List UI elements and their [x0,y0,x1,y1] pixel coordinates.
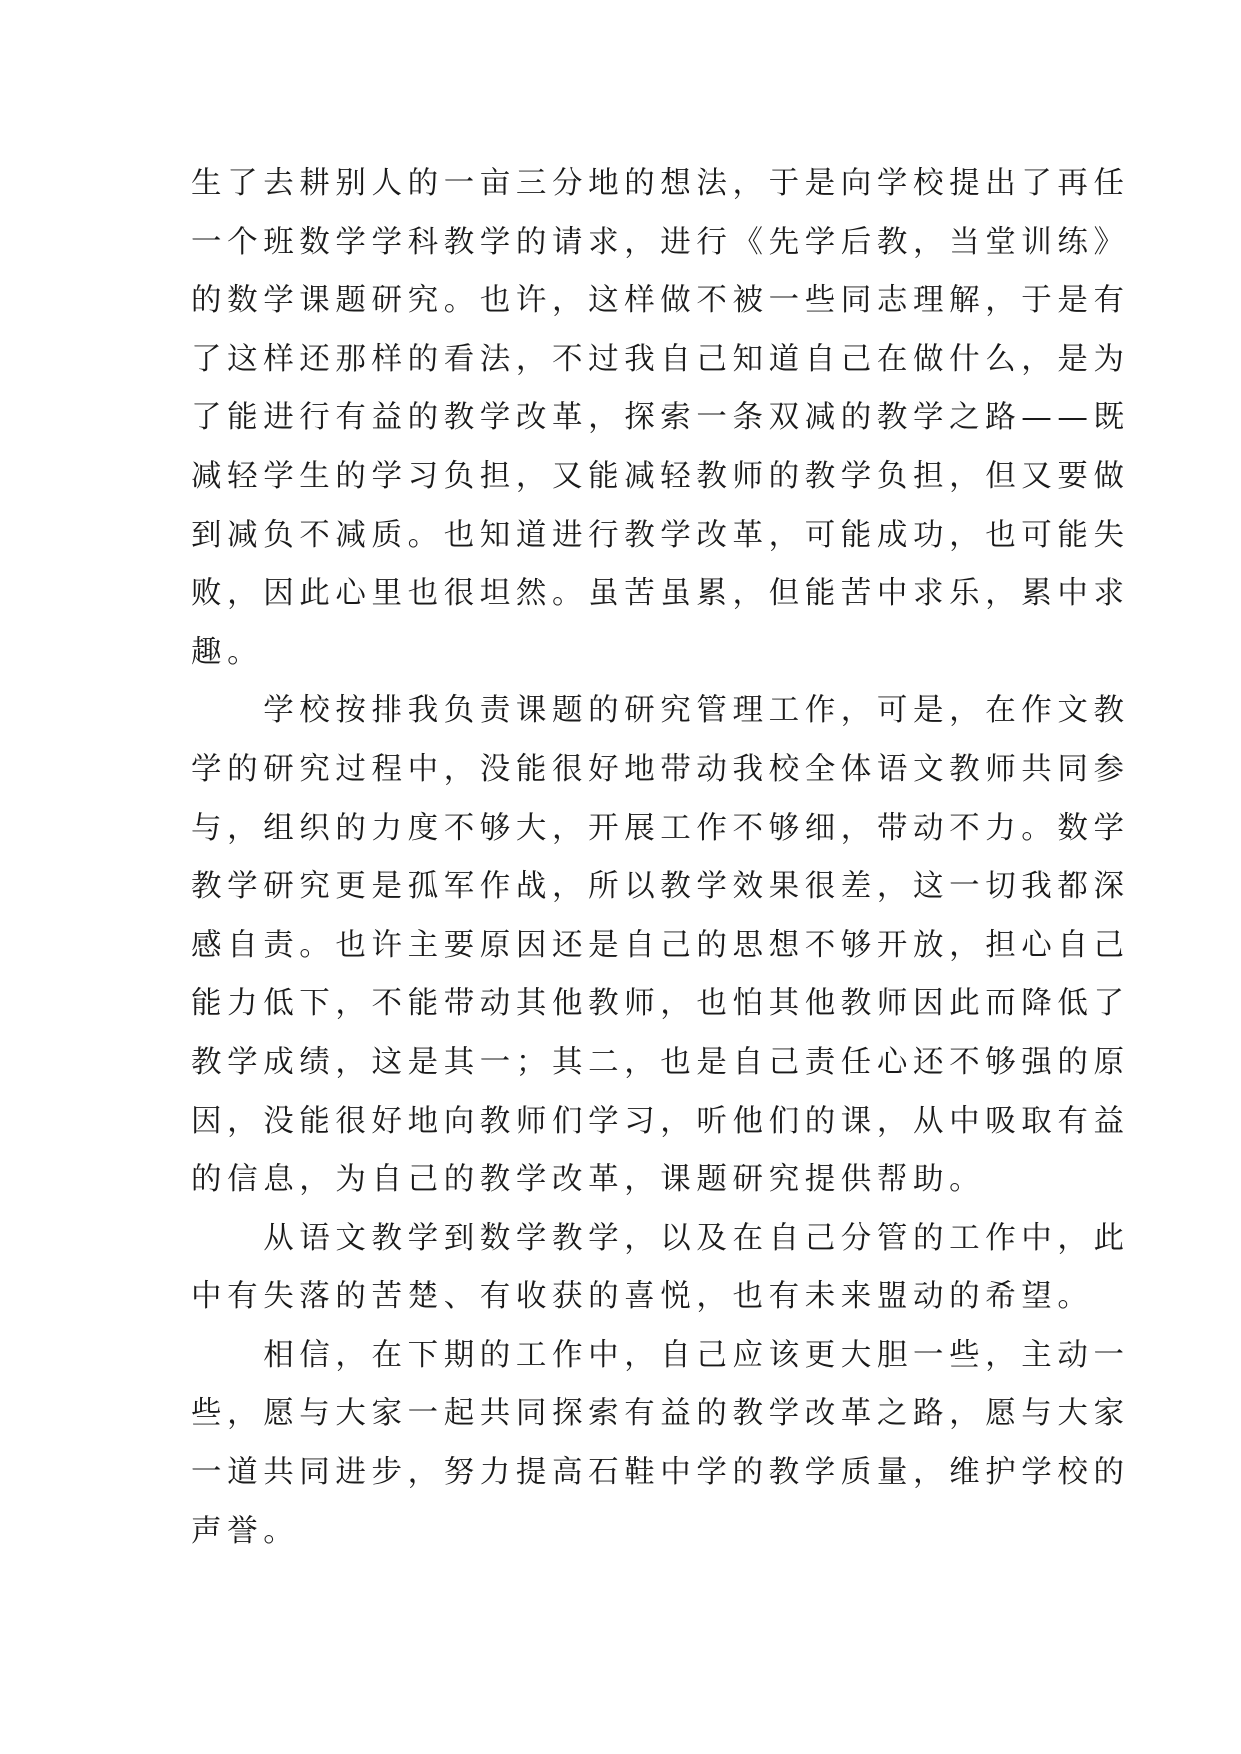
text-line: 能力低下，不能带动其他教师，也怕其他教师因此而降低了 [191,986,1130,1022]
body-text [191,155,1130,1561]
text-line: 到减负不减质。也知道进行教学改革，可能成功，也可能失 [191,517,1130,553]
text-line: 中有失落的苦楚、有收获的喜悦，也有未来盟动的希望。 [191,1279,1094,1315]
text-line: 因，没能很好地向教师们学习，听他们的课，从中吸取有益 [191,1103,1130,1139]
text-line: 的数学课题研究。也许，这样做不被一些同志理解，于是有 [191,283,1130,319]
text-line: 趣。 [191,634,264,670]
text-line: 与，组织的力度不够大，开展工作不够细，带动不力。数学 [191,810,1130,846]
text-line: 学的研究过程中，没能很好地带动我校全体语文教师共同参 [191,751,1130,787]
text-line: 了这样还那样的看法，不过我自己知道自己在做什么，是为 [191,341,1130,377]
text-line: 败，因此心里也很坦然。虽苦虽累，但能苦中求乐，累中求 [191,576,1130,612]
text-line: 教学研究更是孤军作战，所以教学效果很差，这一切我都深 [191,869,1130,905]
text-line: 从语文教学到数学教学，以及在自己分管的工作中，此 [191,1220,1130,1256]
text-line: 学校按排我负责课题的研究管理工作，可是，在作文教 [191,693,1130,729]
text-line: 减轻学生的学习负担，又能减轻教师的教学负担，但又要做 [191,458,1130,494]
text-line: 教学成绩，这是其一；其二，也是自己责任心还不够强的原 [191,1044,1130,1080]
text-line: 声誉。 [191,1513,300,1549]
text-line: 一个班数学学科教学的请求，进行《先学后教，当堂训练》 [191,224,1130,260]
text-line: 的信息，为自己的教学改革，课题研究提供帮助。 [191,1162,986,1198]
text-line: 些，愿与大家一起共同探索有益的教学改革之路，愿与大家 [191,1396,1130,1432]
text-line: 相信，在下期的工作中，自己应该更大胆一些，主动一 [191,1337,1130,1373]
text-line: 生了去耕别人的一亩三分地的想法，于是向学校提出了再任 [191,166,1130,201]
text-line: 感自责。也许主要原因还是自己的思想不够开放，担心自己 [191,927,1130,963]
text-line: 一道共同进步，努力提高石鞋中学的教学质量，维护学校的 [191,1455,1130,1491]
text-line: 了能进行有益的教学改革，探索一条双减的教学之路——既 [191,400,1130,436]
